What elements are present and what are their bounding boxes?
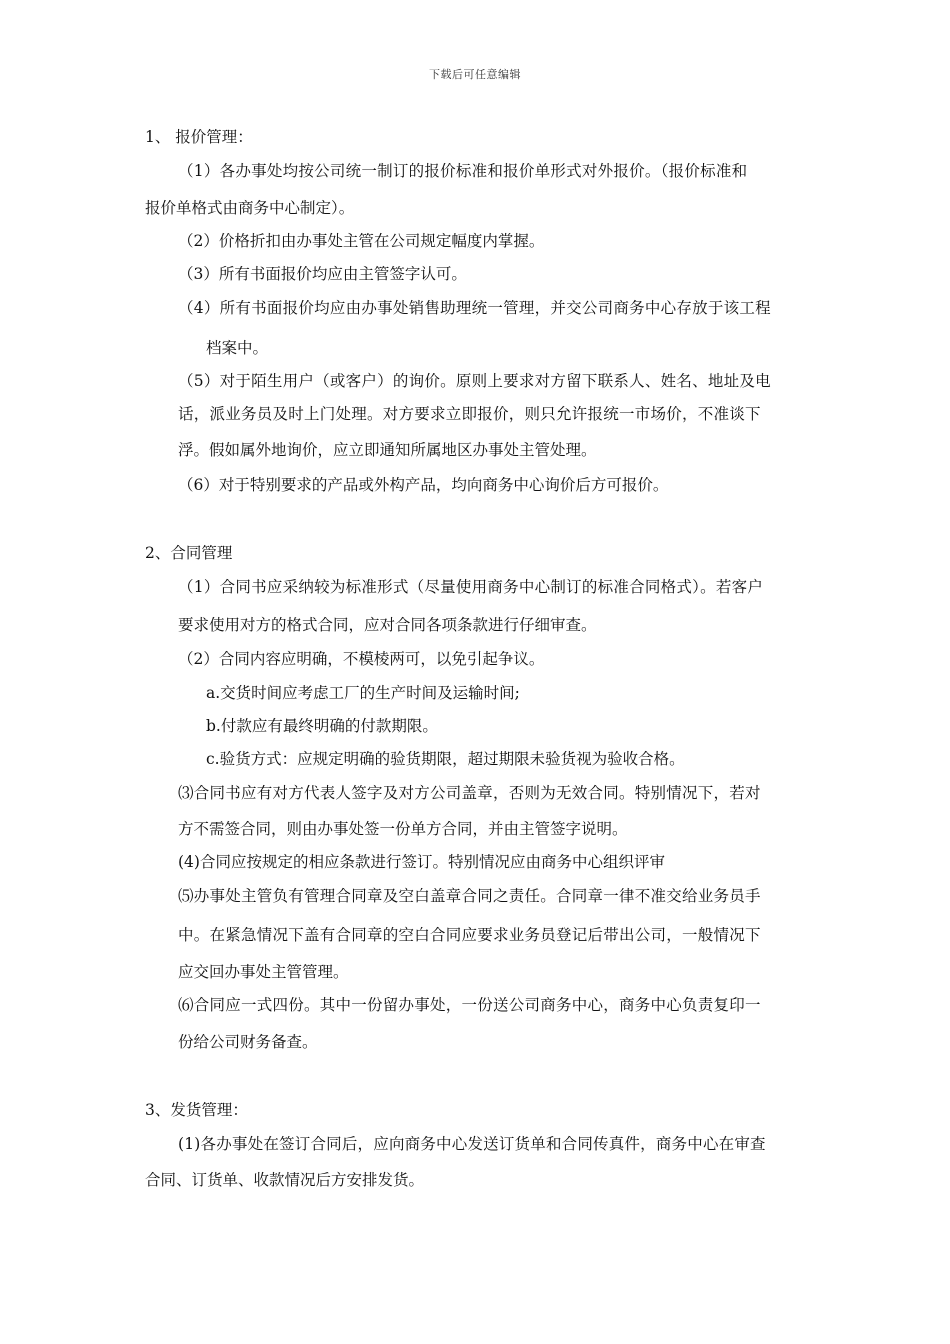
paragraph-line: ⑶合同书应有对方代表人签字及对方公司盖章，否则为无效合同。特别情况下，若对 — [178, 784, 761, 802]
list-item: a.交货时间应考虑工厂的生产时间及运输时间; — [206, 684, 520, 702]
section-3-title: 3、发货管理： — [145, 1101, 248, 1119]
list-item: b.付款应有最终明确的付款期限。 — [206, 717, 438, 735]
paragraph-line: 份给公司财务备查。 — [178, 1033, 318, 1051]
paragraph-line: （1）各办事处均按公司统一制订的报价标准和报价单形式对外报价。（报价标准和 — [178, 162, 748, 180]
paragraph-line: （5）对于陌生用户（或客户）的询价。原则上要求对方留下联系人、姓名、地址及电 — [178, 372, 771, 390]
paragraph-line: 报价单格式由商务中心制定）。 — [145, 199, 355, 217]
paragraph-line: （2）价格折扣由办事处主管在公司规定幅度内掌握。 — [178, 232, 545, 250]
section-2-title: 2、合同管理 — [145, 544, 233, 562]
paragraph-line: 方不需签合同，则由办事处签一份单方合同，并由主管签字说明。 — [178, 820, 628, 838]
paragraph-line: ⑹合同应一式四份。其中一份留办事处，一份送公司商务中心，商务中心负责复印一 — [178, 996, 761, 1014]
paragraph-line: ⑸办事处主管负有管理合同章及空白盖章合同之责任。合同章一律不准交给业务员手 — [178, 887, 761, 905]
paragraph-line: (1)各办事处在签订合同后，应向商务中心发送订货单和合同传真件，商务中心在审查 — [178, 1135, 766, 1153]
paragraph-line: （2）合同内容应明确，不模棱两可，以免引起争议。 — [178, 650, 545, 668]
paragraph-line: （6）对于特别要求的产品或外构产品，均向商务中心询价后方可报价。 — [178, 476, 669, 494]
paragraph-line: 应交回办事处主管管理。 — [178, 963, 349, 981]
paragraph-line: 档案中。 — [206, 339, 269, 357]
paragraph-line: （4）所有书面报价均应由办事处销售助理统一管理，并交公司商务中心存放于该工程 — [178, 299, 771, 317]
paragraph-line: (4)合同应按规定的相应条款进行签订。特别情况应由商务中心组织评审 — [178, 853, 665, 871]
paragraph-line: （3）所有书面报价均应由主管签字认可。 — [178, 265, 467, 283]
paragraph-line: 话，派业务员及时上门处理。对方要求立即报价，则只允许报统一市场价，不准谈下 — [178, 405, 761, 423]
paragraph-line: 合同、订货单、收款情况后方安排发货。 — [145, 1171, 425, 1189]
paragraph-line: 浮。假如属外地询价，应立即通知所属地区办事处主管处理。 — [178, 441, 597, 459]
page-header: 下载后可任意编辑 — [429, 68, 521, 81]
section-1-title: 1、 报价管理： — [145, 128, 253, 146]
paragraph-line: 要求使用对方的格式合同，应对合同各项条款进行仔细审查。 — [178, 616, 597, 634]
paragraph-line: （1）合同书应采纳较为标准形式（尽量使用商务中心制订的标准合同格式）。若客户 — [178, 578, 764, 596]
paragraph-line: 中。在紧急情况下盖有合同章的空白合同应要求业务员登记后带出公司，一般情况下 — [178, 926, 761, 944]
list-item: c.验货方式：应规定明确的验货期限，超过期限未验货视为验收合格。 — [206, 750, 685, 768]
